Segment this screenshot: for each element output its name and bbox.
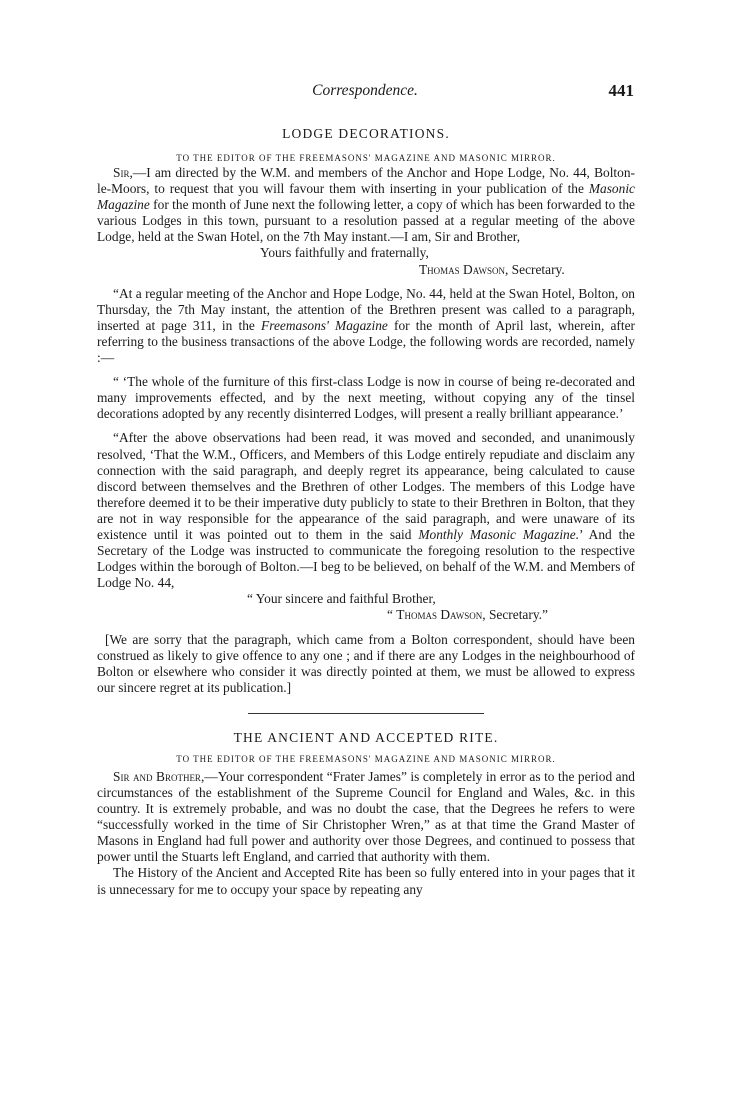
running-head <box>96 82 634 102</box>
signature: Thomas Dawson, Secretary. <box>419 261 565 277</box>
letter-paragraph: Sir and Brother,—Your correspondent “Frater James” is completely in error as to the period and circumstances of the establishment of the Supreme Council for England and Wales, &c. in this country. It is extremely probable, and was no doubt the case, that the Degrees he refers to were “successfully worked in the time of Sir Christopher Wren,” as at that time the Grand Master of Masons in England had full power and authority over those Degrees, and continued to possess that power until the Stuarts left England, and carried that authority with them. <box>97 768 635 865</box>
letter-paragraph: The History of the Ancient and Accepted Rite has been so fully entered into in your pages that it is unnecessary for me to occupy your space by repeating any <box>97 865 635 897</box>
closing-line: “ Your sincere and faithful Brother, <box>247 591 436 607</box>
publication-title: Freemasons' Magazine <box>261 317 388 333</box>
page-number: 441 <box>608 81 634 100</box>
quoted-paragraph-resolution: “At a regular meeting of the Anchor and Hope Lodge, No. 44, held at the Swan Hotel, Bolton, on Thursday, the 7th May instant, the attention of the Brethren present was called to a paragraph, inserted at page 311, in the Freemasons' Magazine for the month of April last, wherein, after referring to the business transactions of the above Lodge, the following words are recorded, namely :— <box>97 285 636 366</box>
salutation: Sir, <box>113 165 133 180</box>
editor-address: TO THE EDITOR OF THE FREEMASONS' MAGAZINE AND MASONIC MIRROR. <box>176 753 556 764</box>
running-title: Correspondence. <box>312 82 418 99</box>
editor-note: [We are sorry that the paragraph, which came from a Bolton correspondent, should have been construed as likely to give offence to any one ; and if there are any Lodges in the neighbourhood of Bolton or elsewhere who consider it was directly pointed at them, we must be allowed to express our sincere regret at its publication.] <box>97 631 635 695</box>
editor-address: TO THE EDITOR OF THE FREEMASONS' MAGAZINE AND MASONIC MIRROR. <box>176 153 556 163</box>
section-divider <box>248 713 484 714</box>
closing-line: Yours faithfully and fraternally, <box>260 245 429 261</box>
publication-title: Masonic Magazine <box>97 181 635 213</box>
quoted-paragraph-original: “ ‘The whole of the furniture of this first-class Lodge is now in course of being re-decorated and many improvements effected, and by the next meeting, without copying any of the tinsel decorations adopted by any recently disinterred Lodges, will present a really brilliant appearance.’ <box>97 374 635 422</box>
signature-name: Thomas Dawson <box>419 261 505 277</box>
quoted-paragraph-response: “After the above observations had been read, it was moved and seconded, and unanimously resolved, ‘That the W.M., Officers, and Members of this Lodge entirely repudiate and disclaim any connection with the said paragraph, and deeply regret its appearance, being calculated to cause discord between themselves and the Brethren of other Lodges. The members of this Lodge have therefore deemed it to be their imperative duty publicly to state to their Brethren in Bolton, that they are not in way responsible for the appearance of the said paragraph, and were unaware of its existence until it was pointed out to them in the said Monthly Masonic Magazine.’ And the Secretary of the Lodge was instructed to communicate the foregoing resolution to the respective Lodges within the borough of Bolton.—I beg to be believed, on behalf of the W.M. and Members of Lodge No. 44, <box>97 430 635 591</box>
article-body <box>97 126 635 898</box>
lodge-decorations-section <box>97 126 635 696</box>
salutation: Sir and Brother, <box>113 768 205 784</box>
section-heading: LODGE DECORATIONS. <box>282 126 450 141</box>
signature: “ Thomas Dawson, Secretary.” <box>387 607 548 623</box>
publication-title: Monthly Masonic Magazine. <box>418 526 580 542</box>
signature-name: Thomas Dawson <box>396 607 483 623</box>
ancient-accepted-rite-section <box>97 730 635 898</box>
letter-paragraph: Sir,—I am directed by the W.M. and members of the Anchor and Hope Lodge, No. 44, Bolton-le-Moors, to request that you will favour them with inserting in your publication of the Masonic Magazine for the month of June next the following letter, a copy of which has been forwarded to the various Lodges in this town, pursuant to a resolution passed at a regular meeting of the above Lodge, held at the Swan Hotel, on the 7th May instant.—I am, Sir and Brother, <box>97 165 635 245</box>
section-heading: THE ANCIENT AND ACCEPTED RITE. <box>233 729 499 745</box>
